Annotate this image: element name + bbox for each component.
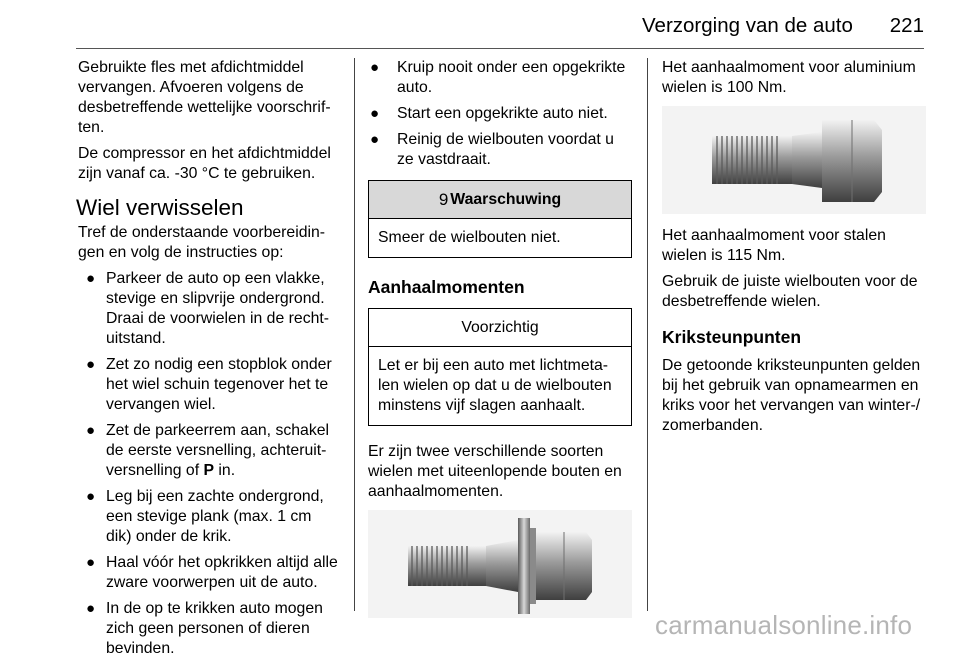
list-item-text: In de op te krikken auto mogen zich geen personen of dieren bevinden.	[106, 600, 323, 657]
wheel-bolt-with-washer-illustration	[368, 510, 632, 618]
section-heading: Aanhaalmomenten	[368, 277, 525, 297]
column-divider	[354, 58, 355, 611]
page-header	[76, 0, 924, 49]
list-item-text: Zet de parkeerrem aan, schakel de eerste versnelling, achteruit‐versnelling of	[106, 422, 330, 479]
bullet-icon: ●	[86, 554, 96, 571]
bullet-icon: ●	[86, 600, 96, 617]
paragraph: Gebruikte fles met afdichtmiddel vervangen. Afvoeren volgens de desbetreffende wettelijke voorschrif‐ten.	[78, 59, 331, 136]
bullet-list	[368, 58, 632, 170]
paragraph: De compressor en het afdichtmiddel zijn vanaf ca. -30 °C te gebruiken.	[78, 145, 331, 182]
list-item	[78, 355, 340, 415]
list-item-text: Leg bij een zachte ondergrond, een stevige plank (max. 1 cm dik) onder de krik.	[106, 488, 324, 545]
list-item	[78, 487, 340, 547]
list-item	[368, 104, 632, 124]
list-item	[78, 269, 340, 349]
list-item	[78, 553, 340, 593]
column-left	[78, 58, 340, 665]
list-item-text: in.	[214, 462, 236, 479]
bullet-icon: ●	[86, 270, 96, 287]
list-item	[368, 130, 632, 170]
caution-box	[368, 308, 632, 426]
bullet-icon: ●	[86, 356, 96, 373]
list-item-text: Kruip nooit onder een opgekrikte auto.	[397, 59, 626, 96]
list-item-text: Haal vóór het opkrikken altijd alle zware voorwerpen uit de auto.	[106, 554, 338, 591]
bullet-icon: ●	[370, 59, 380, 76]
paragraph: Tref de onderstaande voorbereidin‐gen en volg de instructies op:	[78, 224, 326, 261]
list-item	[368, 58, 632, 98]
warning-box	[368, 180, 632, 258]
gear-label: P	[203, 462, 215, 479]
list-item-text: Reinig de wielbouten voordat u ze vastdraait.	[397, 131, 614, 168]
warning-title: Waarschuwing	[450, 190, 562, 208]
header-title: Verzorging van de auto	[642, 14, 853, 37]
warning-body: Smeer de wielbouten niet.	[378, 229, 561, 246]
warning-icon: 9	[438, 189, 449, 209]
bullet-icon: ●	[370, 105, 380, 122]
section-heading: Wiel verwisselen	[76, 195, 244, 220]
bullet-icon: ●	[86, 488, 96, 505]
column-right	[662, 58, 926, 442]
wheel-bolt-illustration	[662, 106, 926, 214]
list-item-text: Start een opgekrikte auto niet.	[397, 105, 608, 122]
list-item	[78, 421, 340, 481]
list-item-text: Zet zo nodig een stopblok onder het wiel schuin tegenover het te vervangen wiel.	[106, 356, 332, 413]
paragraph: De getoonde kriksteunpunten gelden bij het gebruik van opnamearmen en kriks voor het vervangen van winter-/ zomerbanden.	[662, 357, 921, 434]
paragraph: Het aanhaalmoment voor aluminium wielen is 100 Nm.	[662, 59, 916, 96]
page-number: 221	[889, 14, 924, 37]
caution-header: Voorzichtig	[369, 309, 631, 347]
bullet-icon: ●	[370, 131, 380, 148]
watermark: carmanualsonline.info	[655, 610, 913, 640]
section-heading: Kriksteunpunten	[662, 327, 802, 347]
bullet-icon: ●	[86, 422, 96, 439]
paragraph: Gebruik de juiste wielbouten voor de desbetreffende wielen.	[662, 273, 918, 310]
list-item-text: Parkeer de auto op een vlakke, stevige en slipvrije ondergrond. Draai de voorwielen in de recht‐uitstand.	[106, 270, 330, 347]
warning-header	[369, 181, 631, 219]
paragraph: Het aanhaalmoment voor stalen wielen is 115 Nm.	[662, 227, 886, 264]
bullet-list	[78, 269, 340, 659]
column-middle	[368, 58, 632, 618]
caution-body: Let er bij een auto met lichtmeta‐len wielen op dat u de wielbouten minstens vijf slagen aanhaalt.	[378, 357, 612, 414]
paragraph: Er zijn twee verschillende soorten wielen met uiteenlopende bouten en aanhaalmomenten.	[368, 443, 622, 500]
list-item	[78, 599, 340, 659]
column-divider	[647, 58, 648, 611]
